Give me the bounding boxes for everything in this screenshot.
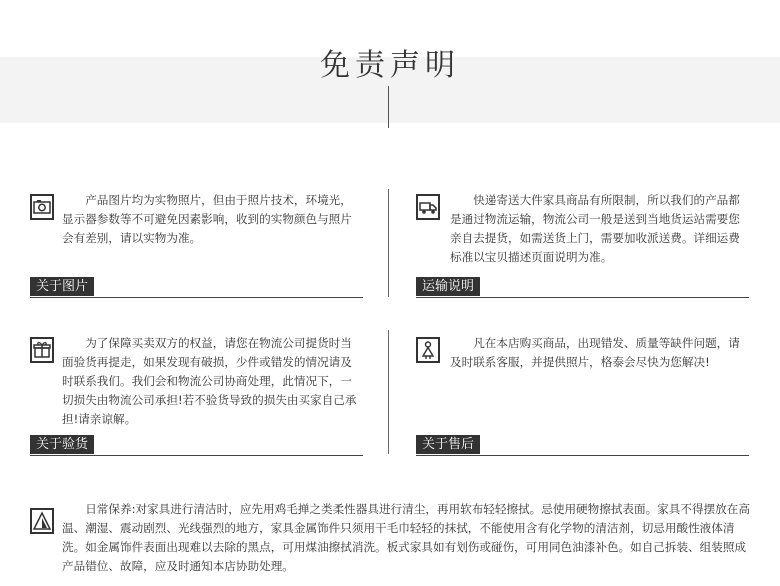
column-divider-top [388, 189, 389, 297]
inspection-label: 关于验货 [30, 435, 94, 454]
inspection-rule [30, 455, 363, 456]
shipping-text: 快递寄送大件家具商品有所限制，所以我们的产品都是通过物流运输，物流公司一般是送到当地货运站需要您亲自去提货，如需送货上门，需要加收派送费。详细运费标准以宝贝描述页面说明为准。 [450, 193, 740, 264]
aftersales-label: 关于售后 [416, 435, 480, 454]
camera-icon [30, 194, 54, 220]
aftersales-rule [416, 455, 749, 456]
truck-icon [416, 194, 440, 220]
aftersales-text: 凡在本店购买商品，出现错发、质量等缺件问题，请及时联系客服，并提供照片，格泰会尽快为您解决! [450, 336, 740, 369]
inspection-text: 为了保障买卖双方的权益，请您在物流公司提货时当面验货再提走，如果发现有破损，少件或错发的情况请及时联系我们。我们会和物流公司协商处理，此情况下，一切损失由物流公司承担!若不验货导致的损失由买家自己承担!请亲谅解。 [62, 336, 357, 426]
title-vertical-line [388, 86, 389, 128]
photos-text: 产品图片均为实物照片，但由于照片技术，环境光，显示器参数等不可避免因素影响，收到的实物颜色与照片会有差别，请以实物为准。 [62, 193, 352, 245]
warning-icon [30, 508, 54, 534]
photos-rule [30, 297, 363, 298]
maintenance-text: 日常保养:对家具进行清洁时，应先用鸡毛掸之类柔性器具进行清尘，再用软布轻轻擦拭。忌使用硬物擦拭表面。家具不得摆放在高温、潮湿、震动剧烈、光线强烈的地方，家具金属饰件只须用干毛巾轻轻的抹拭，不能使用含有化学物的清洁剂，切忌用酸性液体清洗。如金属饰件表面出现难以去除的黑点，可用煤油擦拭消洗。板式家具如有划伤或碰伤，可用同色油漆补色。如自己拆装、组装照成产品错位、故障，应及时通知本店协助处理。 [62, 502, 750, 573]
column-divider-middle [388, 330, 389, 454]
photos-label: 关于图片 [30, 277, 94, 296]
gift-box-icon [30, 337, 54, 363]
page-title: 免责声明 [320, 48, 460, 83]
shipping-label: 运输说明 [416, 277, 480, 296]
person-icon [416, 337, 440, 363]
shipping-rule [416, 297, 749, 298]
